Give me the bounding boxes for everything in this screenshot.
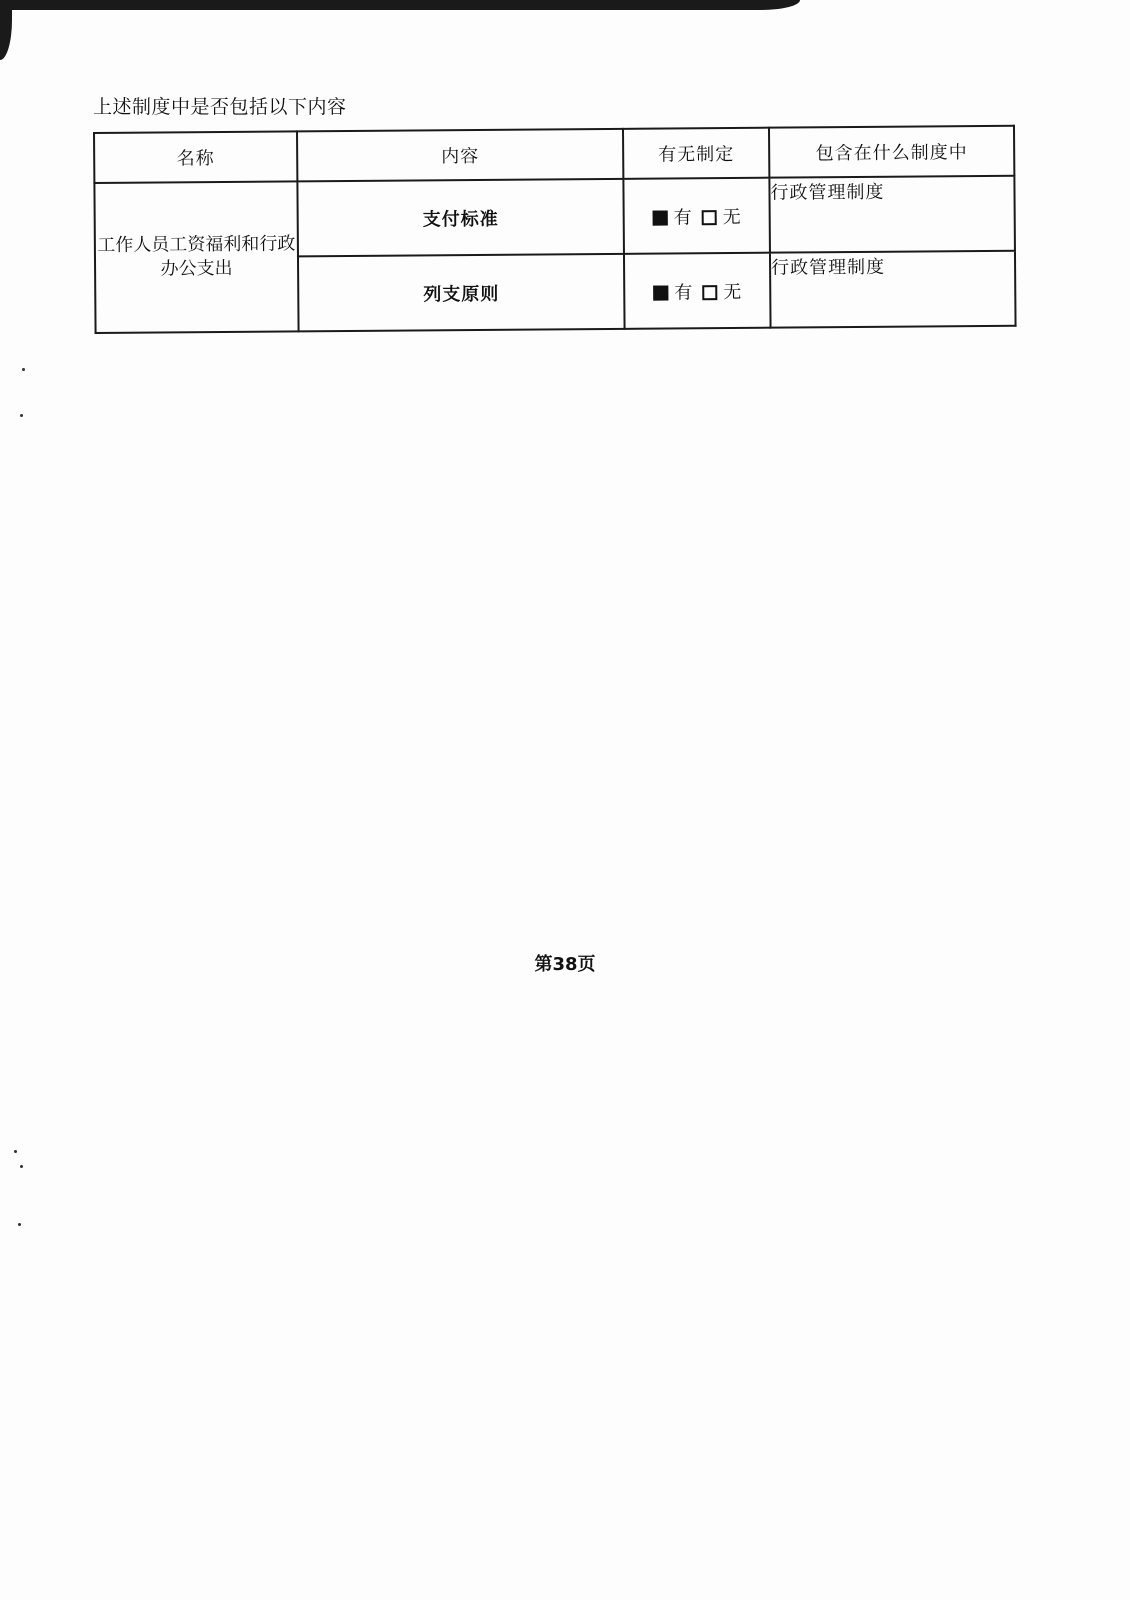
option-no-label: 无 bbox=[722, 206, 741, 228]
has-policy-cell bbox=[624, 253, 771, 329]
header-content: 内容 bbox=[297, 129, 623, 182]
policy-name-cell: 行政管理制度 bbox=[770, 251, 1016, 328]
table-header-row bbox=[94, 126, 1014, 183]
scan-speck bbox=[22, 368, 25, 371]
intro-text: 上述制度中是否包括以下内容 bbox=[93, 96, 347, 118]
header-which-policy: 包含在什么制度中 bbox=[769, 126, 1014, 178]
scan-speck bbox=[20, 414, 23, 417]
option-no-label: 无 bbox=[723, 281, 742, 303]
scan-edge-shadow bbox=[0, 0, 800, 10]
policy-name-cell: 行政管理制度 bbox=[769, 176, 1015, 253]
header-has-policy: 有无制定 bbox=[623, 128, 769, 179]
scan-speck bbox=[14, 1150, 17, 1153]
checkbox-yes-checked[interactable] bbox=[653, 285, 668, 300]
scan-speck bbox=[18, 1223, 21, 1226]
content-cell: 列支原则 bbox=[298, 254, 625, 332]
scan-edge-shadow-left bbox=[0, 0, 12, 60]
option-yes-label: 有 bbox=[674, 281, 693, 303]
page-number: 第38页 bbox=[534, 954, 596, 975]
scan-speck bbox=[20, 1165, 23, 1168]
has-policy-cell bbox=[623, 178, 770, 254]
checkbox-yes-checked[interactable] bbox=[653, 210, 668, 225]
option-yes-label: 有 bbox=[673, 206, 692, 228]
checkbox-no-unchecked[interactable] bbox=[702, 285, 717, 300]
table-row bbox=[94, 176, 1015, 258]
category-cell: 工作人员工资福利和行政办公支出 bbox=[94, 181, 298, 333]
content-cell: 支付标准 bbox=[297, 179, 624, 257]
policy-table bbox=[93, 125, 1017, 334]
header-name: 名称 bbox=[94, 131, 297, 183]
checkbox-no-unchecked[interactable] bbox=[702, 210, 717, 225]
